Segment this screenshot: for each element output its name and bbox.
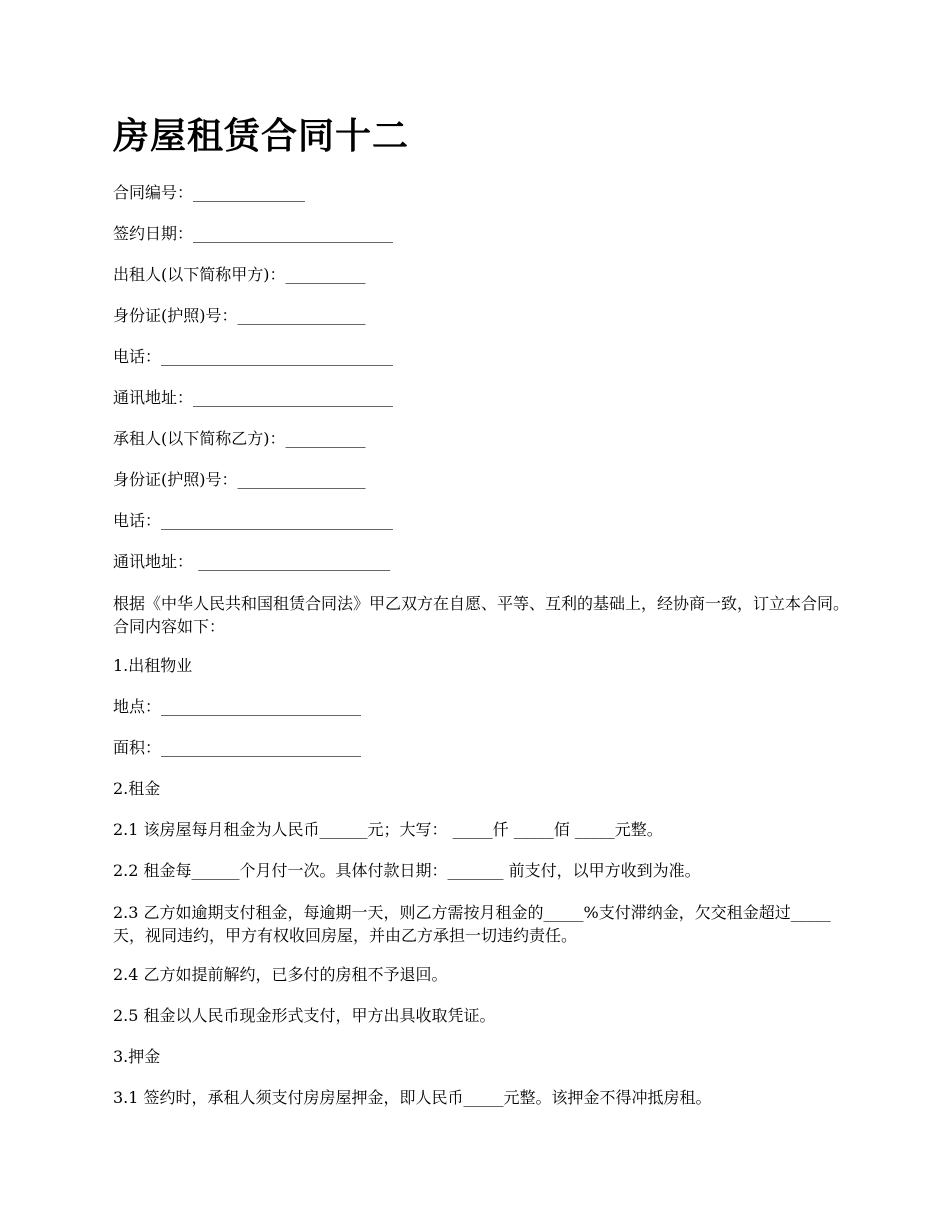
section-heading-property: 1.出租物业: [113, 656, 193, 675]
section-heading-rent: 2.租金: [113, 779, 161, 798]
document-page: [113, 110, 858, 1128]
clause-2-3: 2.3 乙方如逾期支付租金，每逾期一天，则乙方需按月租金的_____%支付滞纳金，欠交租金超过_____天，视同违约，甲方有权收回房屋，并由乙方承担一切违约责任。: [113, 903, 831, 945]
clause-2-1: 2.1 该房屋每月租金为人民币______元；大写： _____仟 _____佰 _____元整。: [113, 820, 663, 839]
section-heading-deposit: 3.押金: [113, 1047, 161, 1066]
lessor-address-line: 通讯地址：_________________________: [113, 388, 394, 407]
clause-2-4: 2.4 乙方如提前解约，已多付的房租不予退回。: [113, 965, 448, 984]
lessee-line: 承租人(以下简称乙方)：__________: [113, 429, 366, 448]
lessee-id-line: 身份证(护照)号：________________: [113, 470, 366, 489]
signing-date-line: 签约日期：_________________________: [113, 224, 394, 243]
area-line: 面积：_________________________: [113, 738, 362, 757]
lessor-phone-line: 电话：_____________________________: [113, 347, 394, 366]
contract-number-line: 合同编号：______________: [113, 183, 306, 202]
document-title: 房屋租赁合同十二: [113, 115, 410, 157]
lessee-phone-line: 电话：_____________________________: [113, 511, 394, 530]
lessee-address-line: 通讯地址： ________________________: [113, 552, 391, 571]
preamble-paragraph: 根据《中华人民共和国租赁合同法》甲乙双方在自愿、平等、互利的基础上，经协商一致，订立本合同。合同内容如下：: [113, 594, 850, 636]
clause-2-5: 2.5 租金以人民币现金形式支付，甲方出具收取凭证。: [113, 1006, 496, 1025]
lessor-id-line: 身份证(护照)号：________________: [113, 306, 366, 325]
location-line: 地点：_________________________: [113, 697, 362, 716]
clause-3-1: 3.1 签约时，承租人须支付房房屋押金，即人民币_____元整。该押金不得冲抵房租。: [113, 1088, 712, 1107]
clause-2-2: 2.2 租金每______个月付一次。具体付款日期：_______ 前支付，以甲方收到为准。: [113, 861, 701, 880]
lessor-line: 出租人(以下简称甲方)：__________: [113, 265, 366, 284]
